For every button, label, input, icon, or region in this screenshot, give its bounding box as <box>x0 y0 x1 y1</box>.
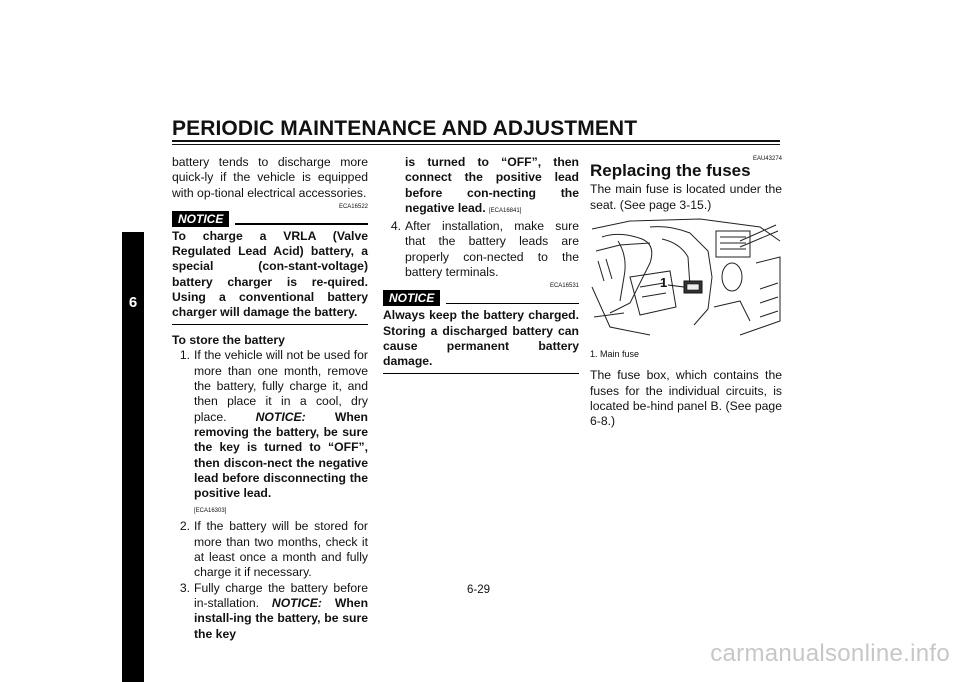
item-text: After installation, make sure that the battery leads are properly con-nected to the battery terminals. <box>405 219 579 280</box>
notice-end-rule <box>383 373 579 375</box>
page-number: 6-29 <box>467 584 491 596</box>
list-text <box>194 519 368 580</box>
item-text: Fully charge the battery before in-stallation. <box>194 580 368 610</box>
page-header-title: PERIODIC MAINTENANCE AND ADJUSTMENT <box>172 117 638 140</box>
main-fuse-paragraph: The main fuse is located under the seat. (See page 3-15.) <box>590 182 782 212</box>
list-number: 3. <box>179 580 190 595</box>
watermark-text: carmanualsonline.info <box>710 640 950 667</box>
store-battery-heading: To store the battery <box>172 333 285 348</box>
fuse-box-paragraph: The fuse box, which contains the fuses for the individual circuits, is located be-hind panel B. (See page 6-8.) <box>590 368 782 429</box>
header-rule-thick <box>172 140 780 142</box>
notice-header <box>172 211 368 227</box>
section-title: Replacing the fuses <box>590 161 751 180</box>
header-rule-thin <box>172 144 780 145</box>
list-item <box>172 348 368 519</box>
list-item <box>383 219 579 280</box>
inline-notice-label: NOTICE: <box>271 595 322 610</box>
list-text <box>194 581 368 642</box>
notice-badge: NOTICE <box>172 211 229 227</box>
column-3 <box>590 155 782 430</box>
item-code: [ECA16303] <box>194 508 227 515</box>
inline-notice-text: When removing the battery, be sure the key is turned to “OFF”, then discon-nect the negative lead before disconnecting the positive lead. <box>194 409 368 501</box>
list-number: 1. <box>179 348 190 363</box>
list-item-continued <box>383 155 579 219</box>
main-fuse-illustration <box>590 217 782 337</box>
chapter-tab <box>122 232 144 682</box>
list-number: 4. <box>390 219 401 234</box>
notice-code: ECA16531 <box>549 283 579 290</box>
column-2 <box>383 155 579 382</box>
battery-intro-paragraph: battery tends to discharge more quick-ly if the vehicle is equipped with op-tional electrical accessories. <box>172 155 368 200</box>
column-1 <box>172 155 368 642</box>
notice-rule <box>235 223 368 225</box>
inline-notice-text: When install-ing the battery, be sure the key <box>194 595 369 641</box>
list-item <box>172 581 368 642</box>
notice-text: To charge a VRLA (Valve Regulated Lead Acid) battery, a special (con-stant-voltage) battery charger is re-quired. Using a conventional battery charger will damage the battery. <box>172 228 368 320</box>
list-number-spacer <box>383 155 405 219</box>
notice-badge: NOTICE <box>383 290 440 306</box>
continued-notice-text: is turned to “OFF”, then connect the positive lead before con-necting the negative lead. <box>405 155 579 215</box>
notice-text: Always keep the battery charged. Storing a discharged battery can cause permanent battery damage. <box>383 308 579 369</box>
notice-code: ECA16522 <box>338 203 368 210</box>
figure-callout-label: 1 <box>660 274 668 290</box>
list-item <box>172 519 368 580</box>
list-text <box>405 219 579 280</box>
notice-rule <box>446 303 579 305</box>
inline-notice-label: NOTICE: <box>255 409 306 424</box>
item-text: If the vehicle will not be used for more than one month, remove the battery, fully charge it, and then place it in a cool, dry place. <box>194 348 368 424</box>
inline-code: [ECA16841] <box>489 207 522 214</box>
item-text: If the battery will be stored for more than two months, check it at least once a month and fully charge it if necessary. <box>194 519 368 580</box>
chapter-number: 6 <box>128 294 138 311</box>
figure-caption: 1. Main fuse <box>590 349 640 360</box>
list-number: 2. <box>179 519 190 534</box>
notice-header <box>383 290 579 306</box>
section-code: EAU43274 <box>752 156 782 162</box>
list-text <box>194 348 368 519</box>
notice-end-rule <box>172 324 368 326</box>
list-text <box>405 155 579 219</box>
